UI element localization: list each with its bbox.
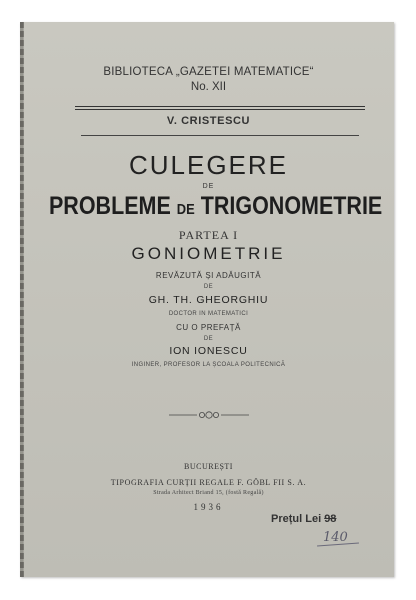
part-label: PARTEA I [178, 228, 239, 242]
title-probleme: PROBLEME [48, 192, 171, 220]
title-culegere: CULEGERE [128, 150, 289, 180]
editor-name: GH. TH. GHEORGHIU [148, 294, 269, 306]
editor-credential: DOCTOR IN MATEMATICI [168, 311, 249, 317]
prefacer-credential: INGINER, PROFESOR LA ȘCOALA POLITECNICĂ [131, 362, 286, 368]
printer-address: Strada Arhitect Briand 15, (fostă Regală) [153, 490, 264, 496]
revised-label: REVĂZUTĂ ȘI ADĂUGITĂ [155, 271, 262, 280]
by-label-2: DE [203, 336, 214, 342]
author-rule [81, 135, 359, 136]
price-label [271, 513, 336, 525]
title-main [48, 192, 383, 221]
preface-label: CU O PREFAȚĂ [176, 323, 241, 332]
title-de: DE [202, 183, 215, 190]
title-main-de: DE [176, 201, 195, 218]
title-trigonometrie: TRIGONOMETRIE [200, 192, 383, 220]
author: V. CRISTESCU [166, 115, 251, 127]
publication-city: BUCUREȘTI [184, 462, 233, 471]
book-cover [20, 22, 394, 577]
printer-name: TIPOGRAFIA CURȚII REGALE F. GÖBL FII S. A. [110, 478, 307, 487]
series-title: BIBLIOTECA „GAZETEI MATEMATICE“ [103, 66, 314, 78]
series-number: No. XII [190, 81, 227, 93]
double-rule-top [75, 106, 365, 107]
price-old-value: 98 [324, 513, 337, 525]
publication-year: 1936 [193, 502, 224, 512]
subtitle: GONIOMETRIE [131, 244, 286, 263]
prefacer-name: ION IONESCU [169, 345, 248, 357]
handwritten-price: 140 [323, 530, 348, 545]
by-label-1: DE [203, 284, 214, 290]
ornament-divider [23, 409, 394, 421]
price-text: Prețul Lei [271, 513, 322, 525]
double-rule-bottom [75, 109, 365, 110]
ornament-icon [169, 409, 249, 421]
